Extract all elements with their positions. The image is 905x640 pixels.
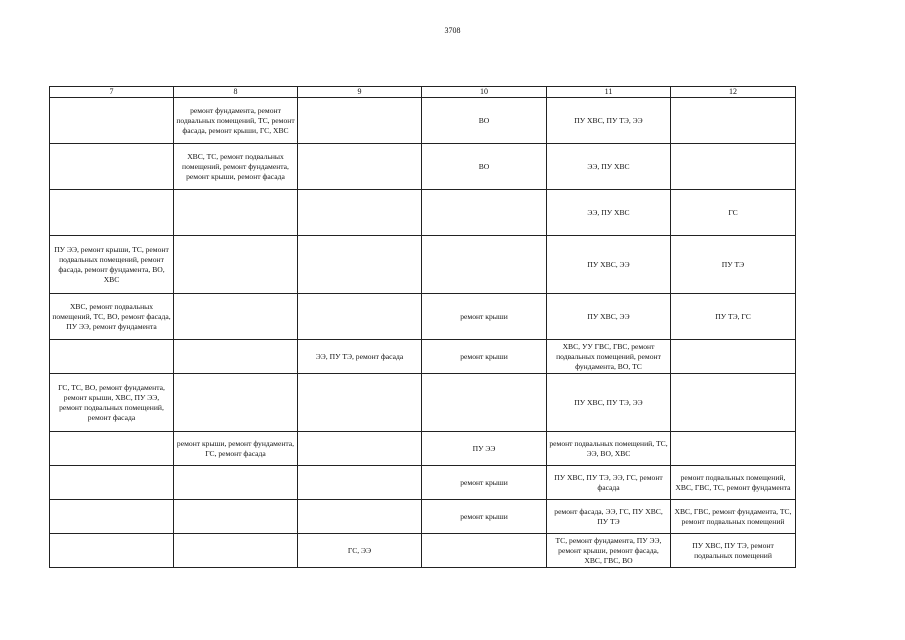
table-cell bbox=[298, 236, 422, 294]
table-cell: ГС bbox=[671, 190, 796, 236]
table-cell: ремонт крыши bbox=[422, 500, 547, 534]
table-cell bbox=[50, 466, 174, 500]
table-cell bbox=[174, 294, 298, 340]
column-header: 8 bbox=[174, 87, 298, 98]
table-cell bbox=[50, 500, 174, 534]
table-cell bbox=[298, 190, 422, 236]
table-cell bbox=[50, 98, 174, 144]
table-cell bbox=[174, 500, 298, 534]
work-schedule-table bbox=[49, 86, 796, 568]
table-cell: ремонт крыши, ремонт фундамента, ГС, ремонт фасада bbox=[174, 432, 298, 466]
table-cell: ЭЭ, ПУ ХВС bbox=[547, 190, 671, 236]
table-cell: ремонт крыши bbox=[422, 466, 547, 500]
table-cell: ПУ ЭЭ bbox=[422, 432, 547, 466]
table-cell bbox=[174, 236, 298, 294]
table-cell: ремонт фундамента, ремонт подвальных помещений, ТС, ремонт фасада, ремонт крыши, ГС, ХВС bbox=[174, 98, 298, 144]
table-cell: ПУ ХВС, ПУ ТЭ, ЭЭ, ГС, ремонт фасада bbox=[547, 466, 671, 500]
table-cell: ремонт крыши bbox=[422, 294, 547, 340]
table-cell: ТС, ремонт фундамента, ПУ ЭЭ, ремонт крыши, ремонт фасада, ХВС, ГВС, ВО bbox=[547, 534, 671, 568]
table-cell bbox=[298, 374, 422, 432]
table-row bbox=[50, 98, 796, 144]
table-cell: ПУ ХВС, ПУ ТЭ, ЭЭ bbox=[547, 98, 671, 144]
table-cell: ВО bbox=[422, 144, 547, 190]
table-cell: ремонт крыши bbox=[422, 340, 547, 374]
table-row bbox=[50, 374, 796, 432]
table-cell bbox=[50, 432, 174, 466]
table-cell bbox=[671, 98, 796, 144]
table-cell: ПУ ТЭ bbox=[671, 236, 796, 294]
table-row bbox=[50, 294, 796, 340]
table-cell bbox=[174, 340, 298, 374]
table-cell: ремонт подвальных помещений, ХВС, ГВС, ТС, ремонт фундамента bbox=[671, 466, 796, 500]
column-header: 9 bbox=[298, 87, 422, 98]
table-cell bbox=[422, 236, 547, 294]
table-cell: ГС, ТС, ВО, ремонт фундамента, ремонт крыши, ХВС, ПУ ЭЭ, ремонт подвальных помещений, ремонт фасада bbox=[50, 374, 174, 432]
table-cell bbox=[50, 340, 174, 374]
table-cell: ПУ ТЭ, ГС bbox=[671, 294, 796, 340]
table-cell: ХВС, ТС, ремонт подвальных помещений, ремонт фундамента, ремонт крыши, ремонт фасада bbox=[174, 144, 298, 190]
table-cell bbox=[50, 144, 174, 190]
table-cell: ХВС, УУ ГВС, ГВС, ремонт подвальных помещений, ремонт фундамента, ВО, ТС bbox=[547, 340, 671, 374]
table-cell bbox=[174, 374, 298, 432]
table-cell bbox=[174, 466, 298, 500]
table-row bbox=[50, 190, 796, 236]
table-cell bbox=[174, 534, 298, 568]
column-header: 10 bbox=[422, 87, 547, 98]
page-number: 3708 bbox=[444, 26, 461, 35]
table-cell bbox=[422, 534, 547, 568]
table-cell: ГС, ЭЭ bbox=[298, 534, 422, 568]
table-row bbox=[50, 340, 796, 374]
table-cell: ПУ ЭЭ, ремонт крыши, ТС, ремонт подвальных помещений, ремонт фасада, ремонт фундамента, ВО, ХВС bbox=[50, 236, 174, 294]
table-row bbox=[50, 432, 796, 466]
table-row bbox=[50, 534, 796, 568]
table-cell: ХВС, ГВС, ремонт фундамента, ТС, ремонт подвальных помещений bbox=[671, 500, 796, 534]
table-row bbox=[50, 144, 796, 190]
table-cell bbox=[298, 144, 422, 190]
table-cell bbox=[298, 294, 422, 340]
table-cell: ПУ ХВС, ЭЭ bbox=[547, 236, 671, 294]
table-row bbox=[50, 236, 796, 294]
table-cell bbox=[50, 190, 174, 236]
column-header: 12 bbox=[671, 87, 796, 98]
header-row bbox=[50, 87, 796, 98]
table-cell bbox=[422, 374, 547, 432]
table-cell: ЭЭ, ПУ ХВС bbox=[547, 144, 671, 190]
table-cell bbox=[298, 466, 422, 500]
table-cell: ПУ ХВС, ЭЭ bbox=[547, 294, 671, 340]
table-cell bbox=[174, 190, 298, 236]
column-header: 7 bbox=[50, 87, 174, 98]
table-cell: ХВС, ремонт подвальных помещений, ТС, ВО, ремонт фасада, ПУ ЭЭ, ремонт фундамента bbox=[50, 294, 174, 340]
table-cell bbox=[671, 374, 796, 432]
table-cell: ремонт подвальных помещений, ТС, ЭЭ, ВО, ХВС bbox=[547, 432, 671, 466]
table-cell bbox=[50, 534, 174, 568]
table-cell: ремонт фасада, ЭЭ, ГС, ПУ ХВС, ПУ ТЭ bbox=[547, 500, 671, 534]
table-cell bbox=[298, 432, 422, 466]
table-cell bbox=[671, 432, 796, 466]
table-cell bbox=[298, 98, 422, 144]
table-cell: ЭЭ, ПУ ТЭ, ремонт фасада bbox=[298, 340, 422, 374]
table-cell bbox=[298, 500, 422, 534]
table-row bbox=[50, 500, 796, 534]
table-cell bbox=[422, 190, 547, 236]
table-cell: ПУ ХВС, ПУ ТЭ, ЭЭ bbox=[547, 374, 671, 432]
table-cell bbox=[671, 340, 796, 374]
table-row bbox=[50, 466, 796, 500]
table-cell: ПУ ХВС, ПУ ТЭ, ремонт подвальных помещений bbox=[671, 534, 796, 568]
table-cell: ВО bbox=[422, 98, 547, 144]
column-header: 11 bbox=[547, 87, 671, 98]
table-cell bbox=[671, 144, 796, 190]
